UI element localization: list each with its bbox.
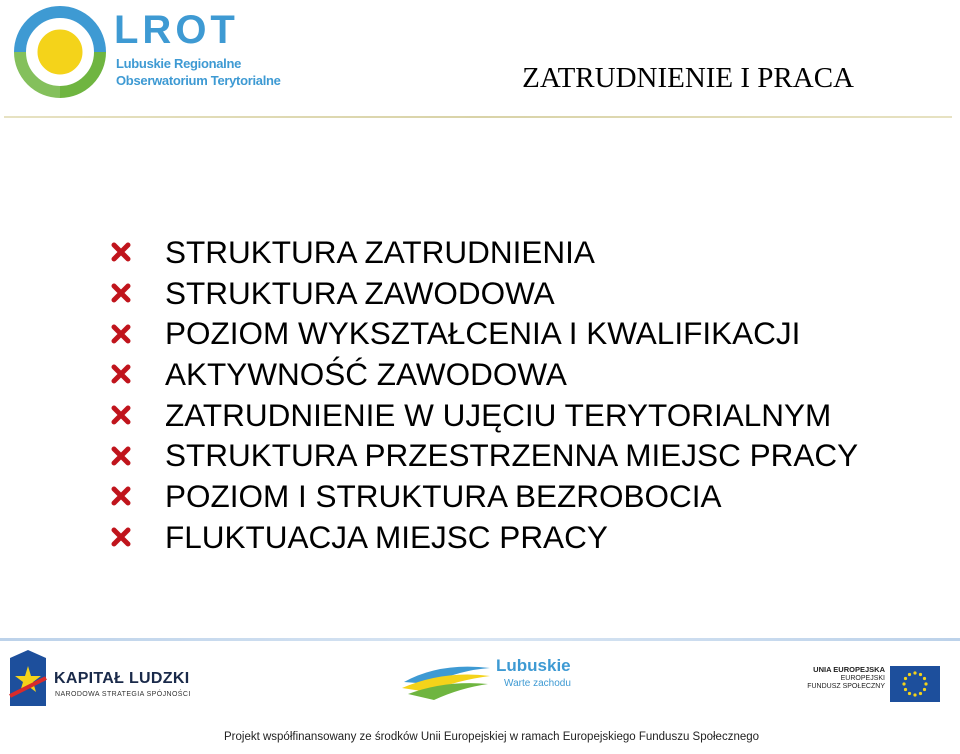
lubuskie-title: Lubuskie <box>496 656 571 675</box>
list-item-label: AKTYWNOŚĆ ZAWODOWA <box>165 355 567 392</box>
list-item-label: POZIOM WYKSZTAŁCENIA I KWALIFIKACJI <box>165 315 801 352</box>
footer-divider <box>0 638 960 641</box>
x-mark-icon <box>110 282 132 304</box>
list-item-label: STRUKTURA PRZESTRZENNA MIEJSC PRACY <box>165 437 859 474</box>
kapital-ludzki-logo <box>6 648 206 708</box>
x-mark-icon <box>110 445 132 467</box>
x-mark-icon <box>110 363 132 385</box>
lubuskie-waves-icon <box>400 656 492 704</box>
lrot-subtitle-line1: Lubuskie Regionalne <box>116 56 242 71</box>
eu-line1: UNIA EUROPEJSKA <box>813 665 885 674</box>
lrot-wordmark: LROT <box>114 8 239 52</box>
slide-header <box>0 0 960 120</box>
lrot-subtitle-line2: Obserwatorium Terytorialne <box>116 73 281 88</box>
eu-flag-icon <box>890 666 940 702</box>
x-mark-icon <box>110 526 132 548</box>
list-item <box>110 476 858 517</box>
x-mark-icon <box>110 323 132 345</box>
list-item-label: STRUKTURA ZAWODOWA <box>165 274 555 311</box>
list-item <box>110 232 858 273</box>
cofinancing-note: Projekt współfinansowany ze środków Unii Europejskiej w ramach Europejskiego Funduszu Społecznego <box>224 731 760 743</box>
x-mark-icon <box>110 485 132 507</box>
list-item-label: ZATRUDNIENIE W UJĘCIU TERYTORIALNYM <box>165 396 832 433</box>
sun-circle-logo-icon <box>12 6 108 98</box>
page-title: ZATRUDNIENIE I PRACA <box>522 62 854 94</box>
header-divider <box>4 116 952 118</box>
kapital-ludzki-star-icon <box>6 648 50 708</box>
list-item <box>110 395 858 436</box>
eu-logo <box>790 666 950 706</box>
list-item <box>110 354 858 395</box>
x-mark-icon <box>110 241 132 263</box>
eu-text <box>790 666 885 692</box>
topic-list <box>110 232 858 558</box>
list-item <box>110 517 858 558</box>
lubuskie-logo <box>400 656 580 706</box>
list-item-label: FLUKTUACJA MIEJSC PRACY <box>165 518 608 555</box>
list-item <box>110 273 858 314</box>
x-mark-icon <box>110 404 132 426</box>
list-item-label: STRUKTURA ZATRUDNIENIA <box>165 233 595 270</box>
eu-line2: EUROPEJSKI <box>840 674 885 682</box>
lubuskie-subtitle: Warte zachodu <box>504 678 571 689</box>
kapital-ludzki-title: KAPITAŁ LUDZKI <box>54 670 190 687</box>
list-item-label: POZIOM I STRUKTURA BEZROBOCIA <box>165 477 722 514</box>
list-item <box>110 435 858 476</box>
list-item <box>110 313 858 354</box>
eu-line3: FUNDUSZ SPOŁECZNY <box>807 683 885 690</box>
lrot-logo <box>12 6 302 101</box>
kapital-ludzki-subtitle: NARODOWA STRATEGIA SPÓJNOŚCI <box>55 691 191 698</box>
